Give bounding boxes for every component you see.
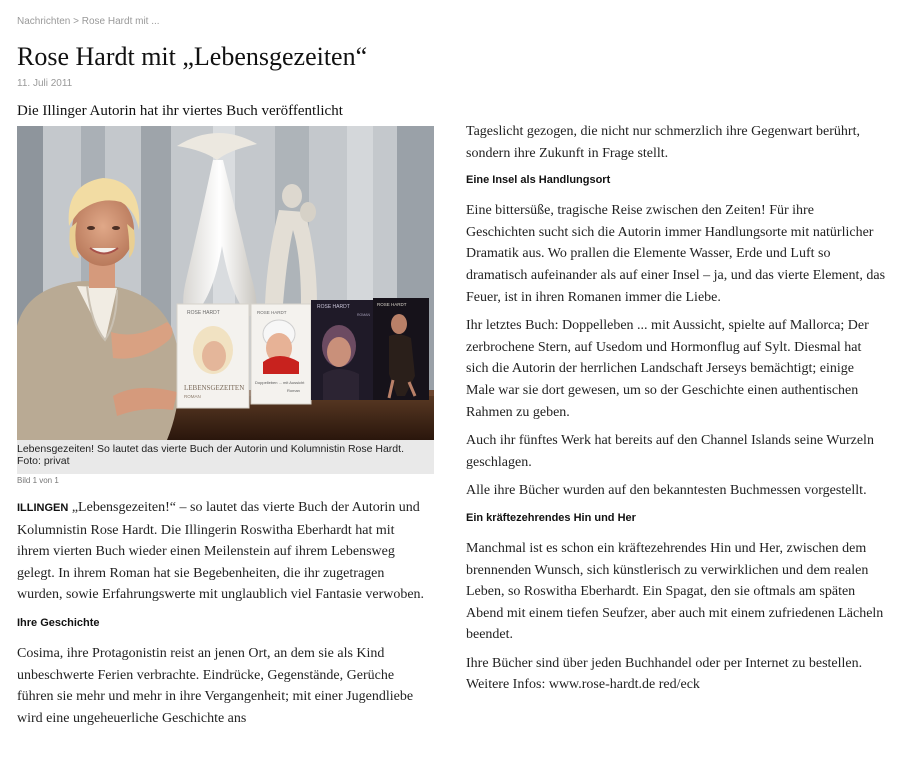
article-column-right: [466, 121, 886, 703]
book-4-author: ROSE HARDT: [377, 302, 407, 307]
paragraph-geschichte-1: Cosima, ihre Protagonistin reist an jenen Ort, an dem sie als Kind unbeschwerte Ferien verbrachte. Eindrücke, Gegenstände, Gerüche führen sie mehr und mehr in ihre Vergangenheit; mit einer Jugendliebe wird eine ungeheuerliche Geschichte ans: [17, 645, 414, 726]
author-with-books-photo: [17, 126, 434, 440]
intro-paragraph: [17, 497, 427, 606]
book-1-title: LEBENSGEZEITEN: [184, 384, 245, 392]
book-2-kind: Roman: [287, 388, 300, 393]
dateline: ILLINGEN: [17, 502, 69, 514]
book-1-author: ROSE HARDT: [187, 310, 220, 316]
article-title: Rose Hardt mit „Lebensgezeiten“: [17, 42, 368, 71]
book-lebensgezeiten: [177, 304, 249, 408]
book-four: [373, 298, 429, 400]
breadcrumb-link-nachrichten[interactable]: Nachrichten: [17, 16, 71, 27]
photo-caption: [17, 440, 434, 467]
caption-credit: Foto: privat: [17, 455, 70, 467]
article-column-left: [17, 497, 427, 737]
article-subtitle: Die Illinger Autorin hat ihr viertes Buch veröffentlicht: [17, 103, 343, 119]
article-date: 11. Juli 2011: [17, 78, 73, 89]
paragraph-hin-und-her-2: Ihre Bücher sind über jeden Buchhandel oder per Internet zu bestellen. Weitere Infos: www.rose-hardt.de red/eck: [466, 655, 863, 693]
book-2-author: ROSE HARDT: [257, 310, 287, 315]
book-3-author: ROSE HARDT: [317, 304, 350, 310]
section-heading-hin-und-her: Ein kräftezehrendes Hin und Her: [466, 511, 636, 524]
paragraph-insel-4: Alle ihre Bücher wurden auf den bekanntesten Buchmessen vorgestellt.: [466, 483, 867, 499]
book-2-title: Doppelleben ... mit Aussicht: [255, 380, 305, 385]
paragraph-geschichte-continued: Tageslicht gezogen, die nicht nur schmerzlich ihre Gegenwart berührt, sondern ihre Zukunft in Frage stellt.: [466, 124, 860, 161]
paragraph-hin-und-her-1: Manchmal ist es schon ein kräftezehrendes Hin und Her, zwischen dem brennenden Wunsch, sich künstlerisch zu verwirklichen und dem realen Leben, so Roswitha Eberhardt. Ein Spagat, den sie oftmals am späten Abend mit einem tiefen Seufzer, aber auch mit einem zufriedenen Lächeln beendet.: [466, 540, 884, 643]
paragraph-insel-3: Auch ihr fünftes Werk hat bereits auf den Channel Islands seine Wurzeln geschlagen.: [466, 433, 874, 470]
breadcrumb-current: Rose Hardt mit ...: [81, 16, 160, 27]
breadcrumb: [17, 16, 160, 27]
paragraph-insel-1: Eine bittersüße, tragische Reise zwischen den Zeiten! Für ihre Geschichten sucht sich die Autorin immer Handlungsorte mit natürlicher Dramatik aus. Wo prallen die Elemente Wasser, Erde und Luft so dramatisch aufeinander als auf einer Insel – ja, und das vierte Element, das Feuer, ist in ihren Romanen immer die Liebe.: [466, 203, 886, 305]
section-heading-insel: Eine Insel als Handlungsort: [466, 174, 611, 187]
article-photo[interactable]: [17, 126, 434, 440]
image-counter: Bild 1 von 1: [17, 476, 59, 485]
caption-text: Lebensgezeiten! So lautet das vierte Buch der Autorin und Kolumnistin Rose Hardt.: [17, 443, 404, 455]
book-three: [311, 300, 373, 400]
paragraph-insel-2: Ihr letztes Buch: Doppelleben ... mit Aussicht, spielte auf Mallorca; Der zerbrochene Stern, auf Usedom und Hormonflug auf Sylt. Diesmal hat sich die Autorin der herrlichen Landschaft Jerseys bemächtigt; einige Male war sie dort gewesen, um so der Geschichte einen authentischen Rahmen zu geben.: [466, 318, 869, 420]
breadcrumb-separator: >: [73, 16, 79, 27]
book-3-kind: ROMAN: [357, 313, 371, 317]
book-1-kind: ROMAN: [184, 394, 201, 399]
photo-caption-box: [17, 440, 434, 474]
section-heading-geschichte: Ihre Geschichte: [17, 616, 100, 629]
book-doppelleben: [251, 304, 311, 404]
intro-text: „Lebensgezeiten!“ – so lautet das vierte Buch der Autorin und Kolumnistin Rose Hardt. Die Illingerin Roswitha Eberhardt hat mit ihrem vierten Buch wieder einen Meilenstein auf ihrem Lebensweg gelegt. In ihrem Roman hat sie Begebenheiten, die ihr zugetragen wurden, sowie Erfahrungswerte mit unglaublich viel Fantasie verwoben.: [17, 500, 425, 603]
